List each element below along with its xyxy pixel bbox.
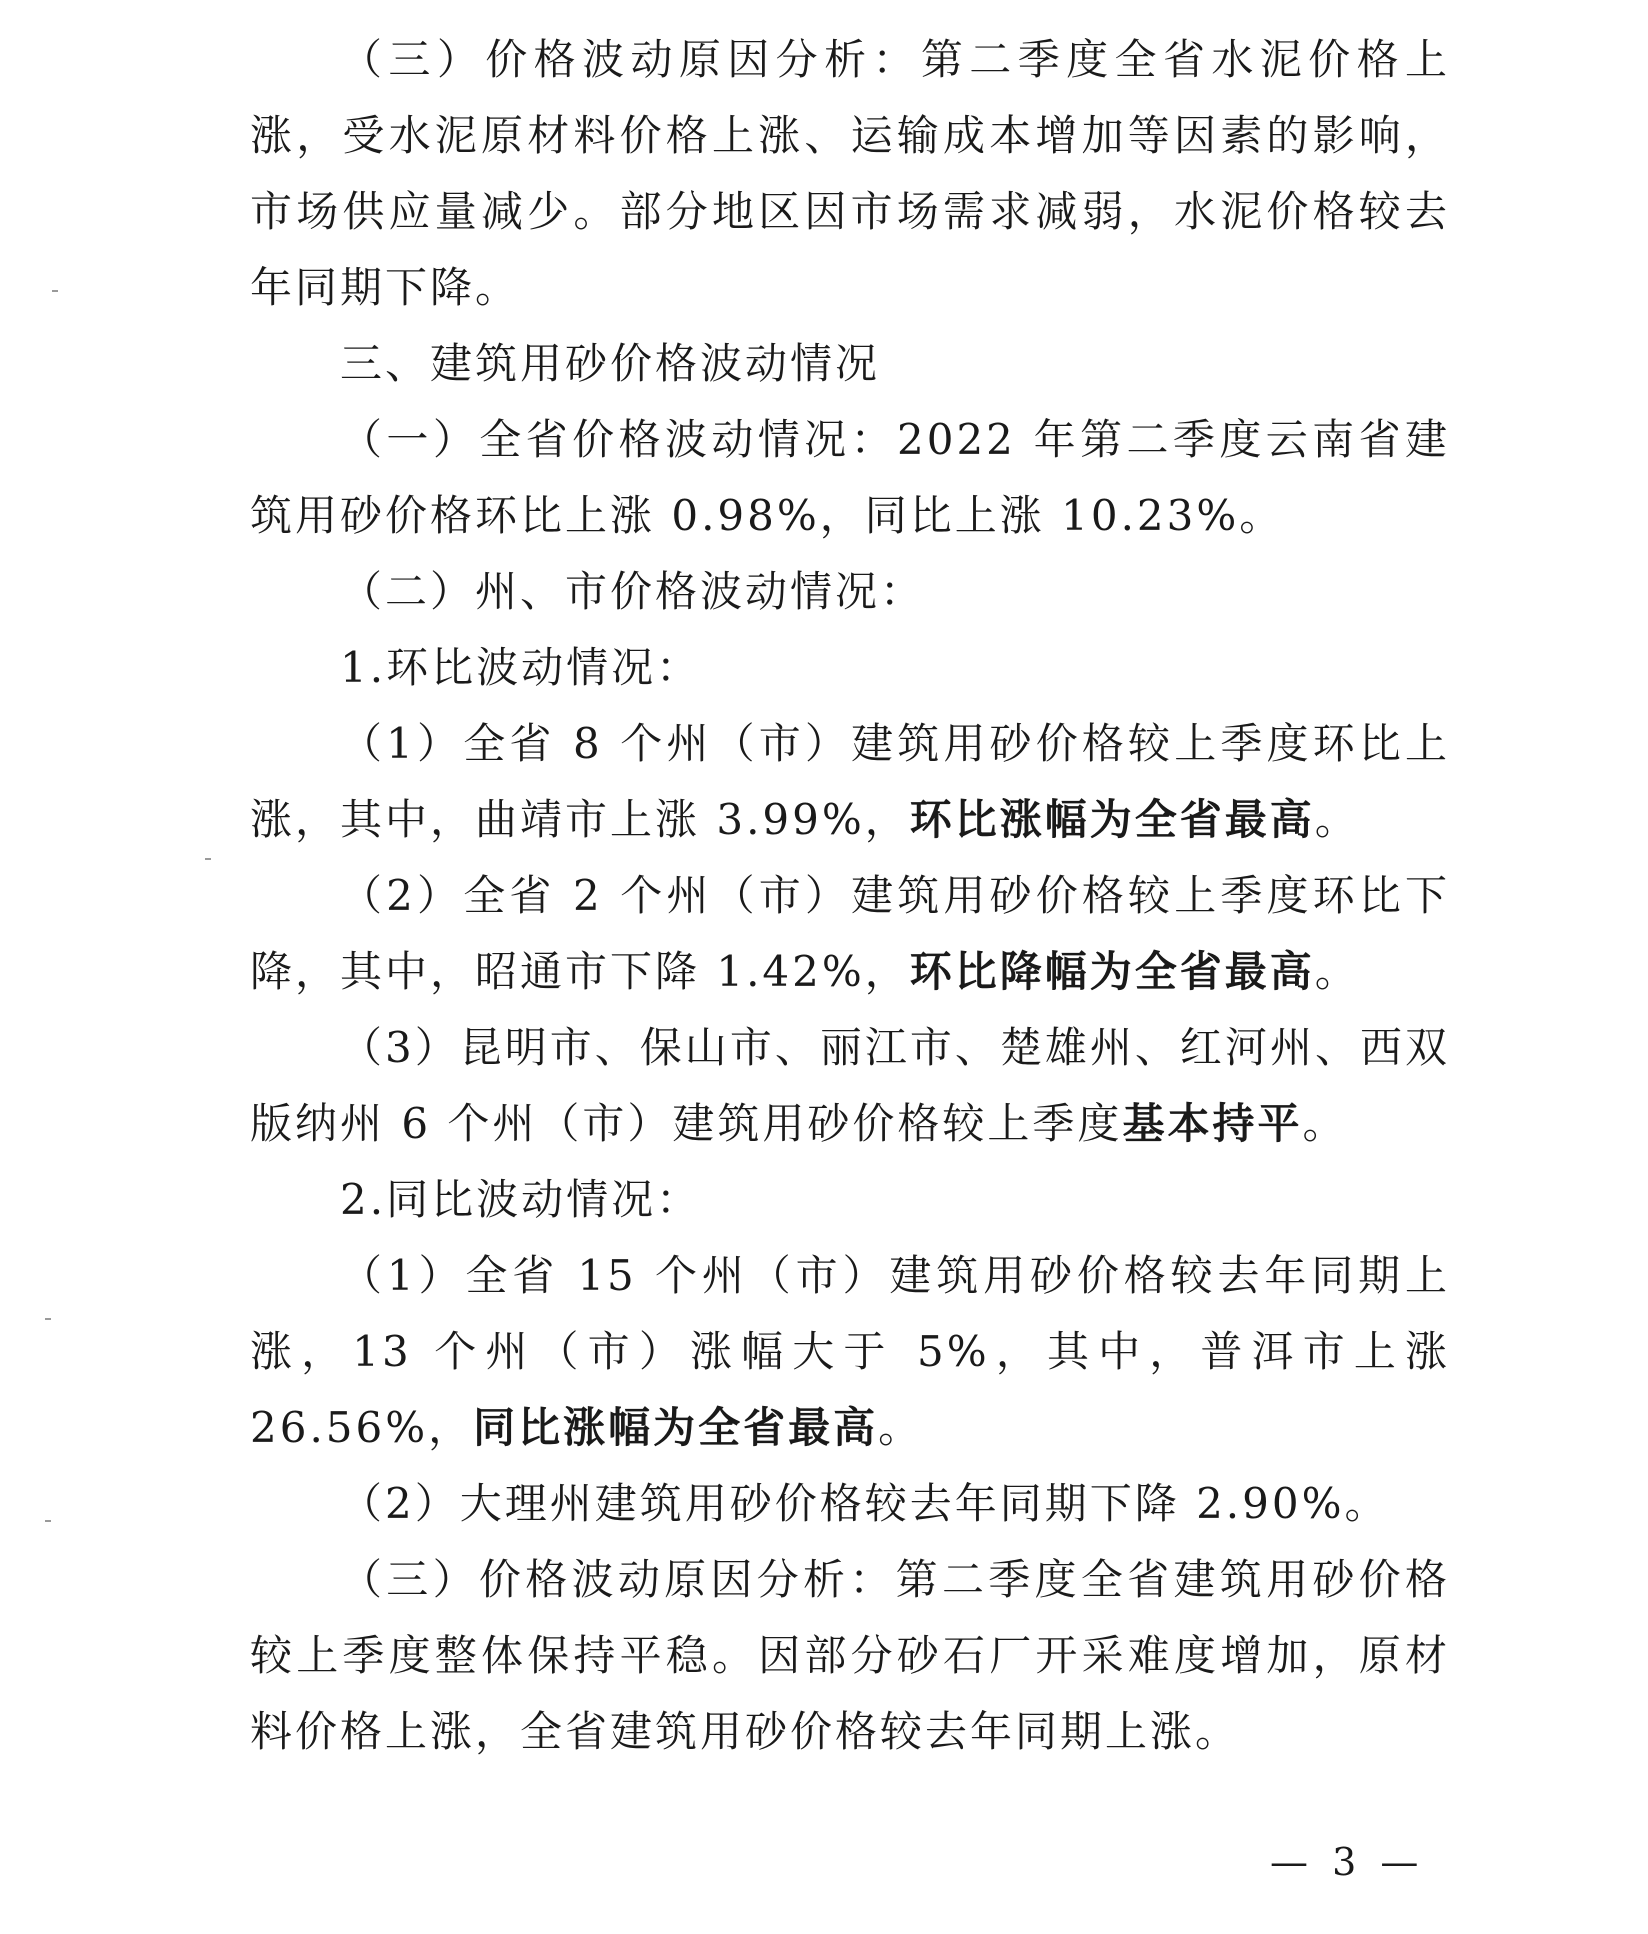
paragraph-yoy-title: 2.同比波动情况： [340, 1175, 702, 1224]
paragraph-yoy-rise [250, 1238, 1450, 1466]
scan-speck [205, 858, 211, 860]
paragraph-mom-fall [250, 858, 1450, 1010]
paragraph-mom-title: 1.环比波动情况： [340, 643, 702, 692]
yoy-rise-highlight: 同比涨幅为全省最高 [473, 1403, 879, 1452]
paragraph-yoy-fall: （2）大理州建筑用砂价格较去年同期下降 2.90%。 [340, 1479, 1390, 1528]
mom-fall-text: （2）全省 2 个州（市）建筑用砂价格较上季度环比下降，其中，昭通市下降 1.42%， [250, 871, 1450, 996]
yoy-rise-text: （1）全省 15 个州（市）建筑用砂价格较去年同期上涨，13 个州（市）涨幅大于 5%，其中，普洱市上涨 26.56%， [250, 1251, 1450, 1452]
period: 。 [1314, 947, 1360, 996]
document-body [250, 22, 1450, 1770]
paragraph-city-title: （二）州、市价格波动情况： [340, 567, 926, 616]
paragraph-mom-flat [250, 1010, 1450, 1162]
scan-speck [45, 1318, 51, 1320]
period: 。 [1302, 1099, 1348, 1148]
mom-fall-highlight: 环比降幅为全省最高 [909, 947, 1315, 996]
paragraph-cement-reason: （三）价格波动原因分析：第二季度全省水泥价格上涨，受水泥原材料价格上涨、运输成本增加等因素的影响，市场供应量减少。部分地区因市场需求减弱，水泥价格较去年同期下降。 [250, 35, 1450, 312]
scan-speck [45, 1520, 51, 1522]
mom-rise-text: （1）全省 8 个州（市）建筑用砂价格较上季度环比上涨，其中，曲靖市上涨 3.99%， [250, 719, 1450, 844]
scan-speck [52, 290, 58, 292]
mom-flat-highlight: 基本持平 [1122, 1099, 1303, 1148]
mom-rise-highlight: 环比涨幅为全省最高 [909, 795, 1315, 844]
paragraph-province-fluctuation: （一）全省价格波动情况：2022 年第二季度云南省建筑用砂价格环比上涨 0.98%，同比上涨 10.23%。 [250, 415, 1450, 540]
paragraph-mom-rise [250, 706, 1450, 858]
period: 。 [878, 1403, 924, 1452]
section-title-sand: 三、建筑用砂价格波动情况 [340, 339, 881, 388]
period: 。 [1314, 795, 1360, 844]
paragraph-sand-reason: （三）价格波动原因分析：第二季度全省建筑用砂价格较上季度整体保持平稳。因部分砂石厂开采难度增加，原材料价格上涨，全省建筑用砂价格较去年同期上涨。 [250, 1555, 1450, 1756]
page-number: — 3 — [1270, 1840, 1425, 1884]
mom-flat-text: （3）昆明市、保山市、丽江市、楚雄州、红河州、西双版纳州 6 个州（市）建筑用砂价格较上季度 [250, 1023, 1450, 1148]
